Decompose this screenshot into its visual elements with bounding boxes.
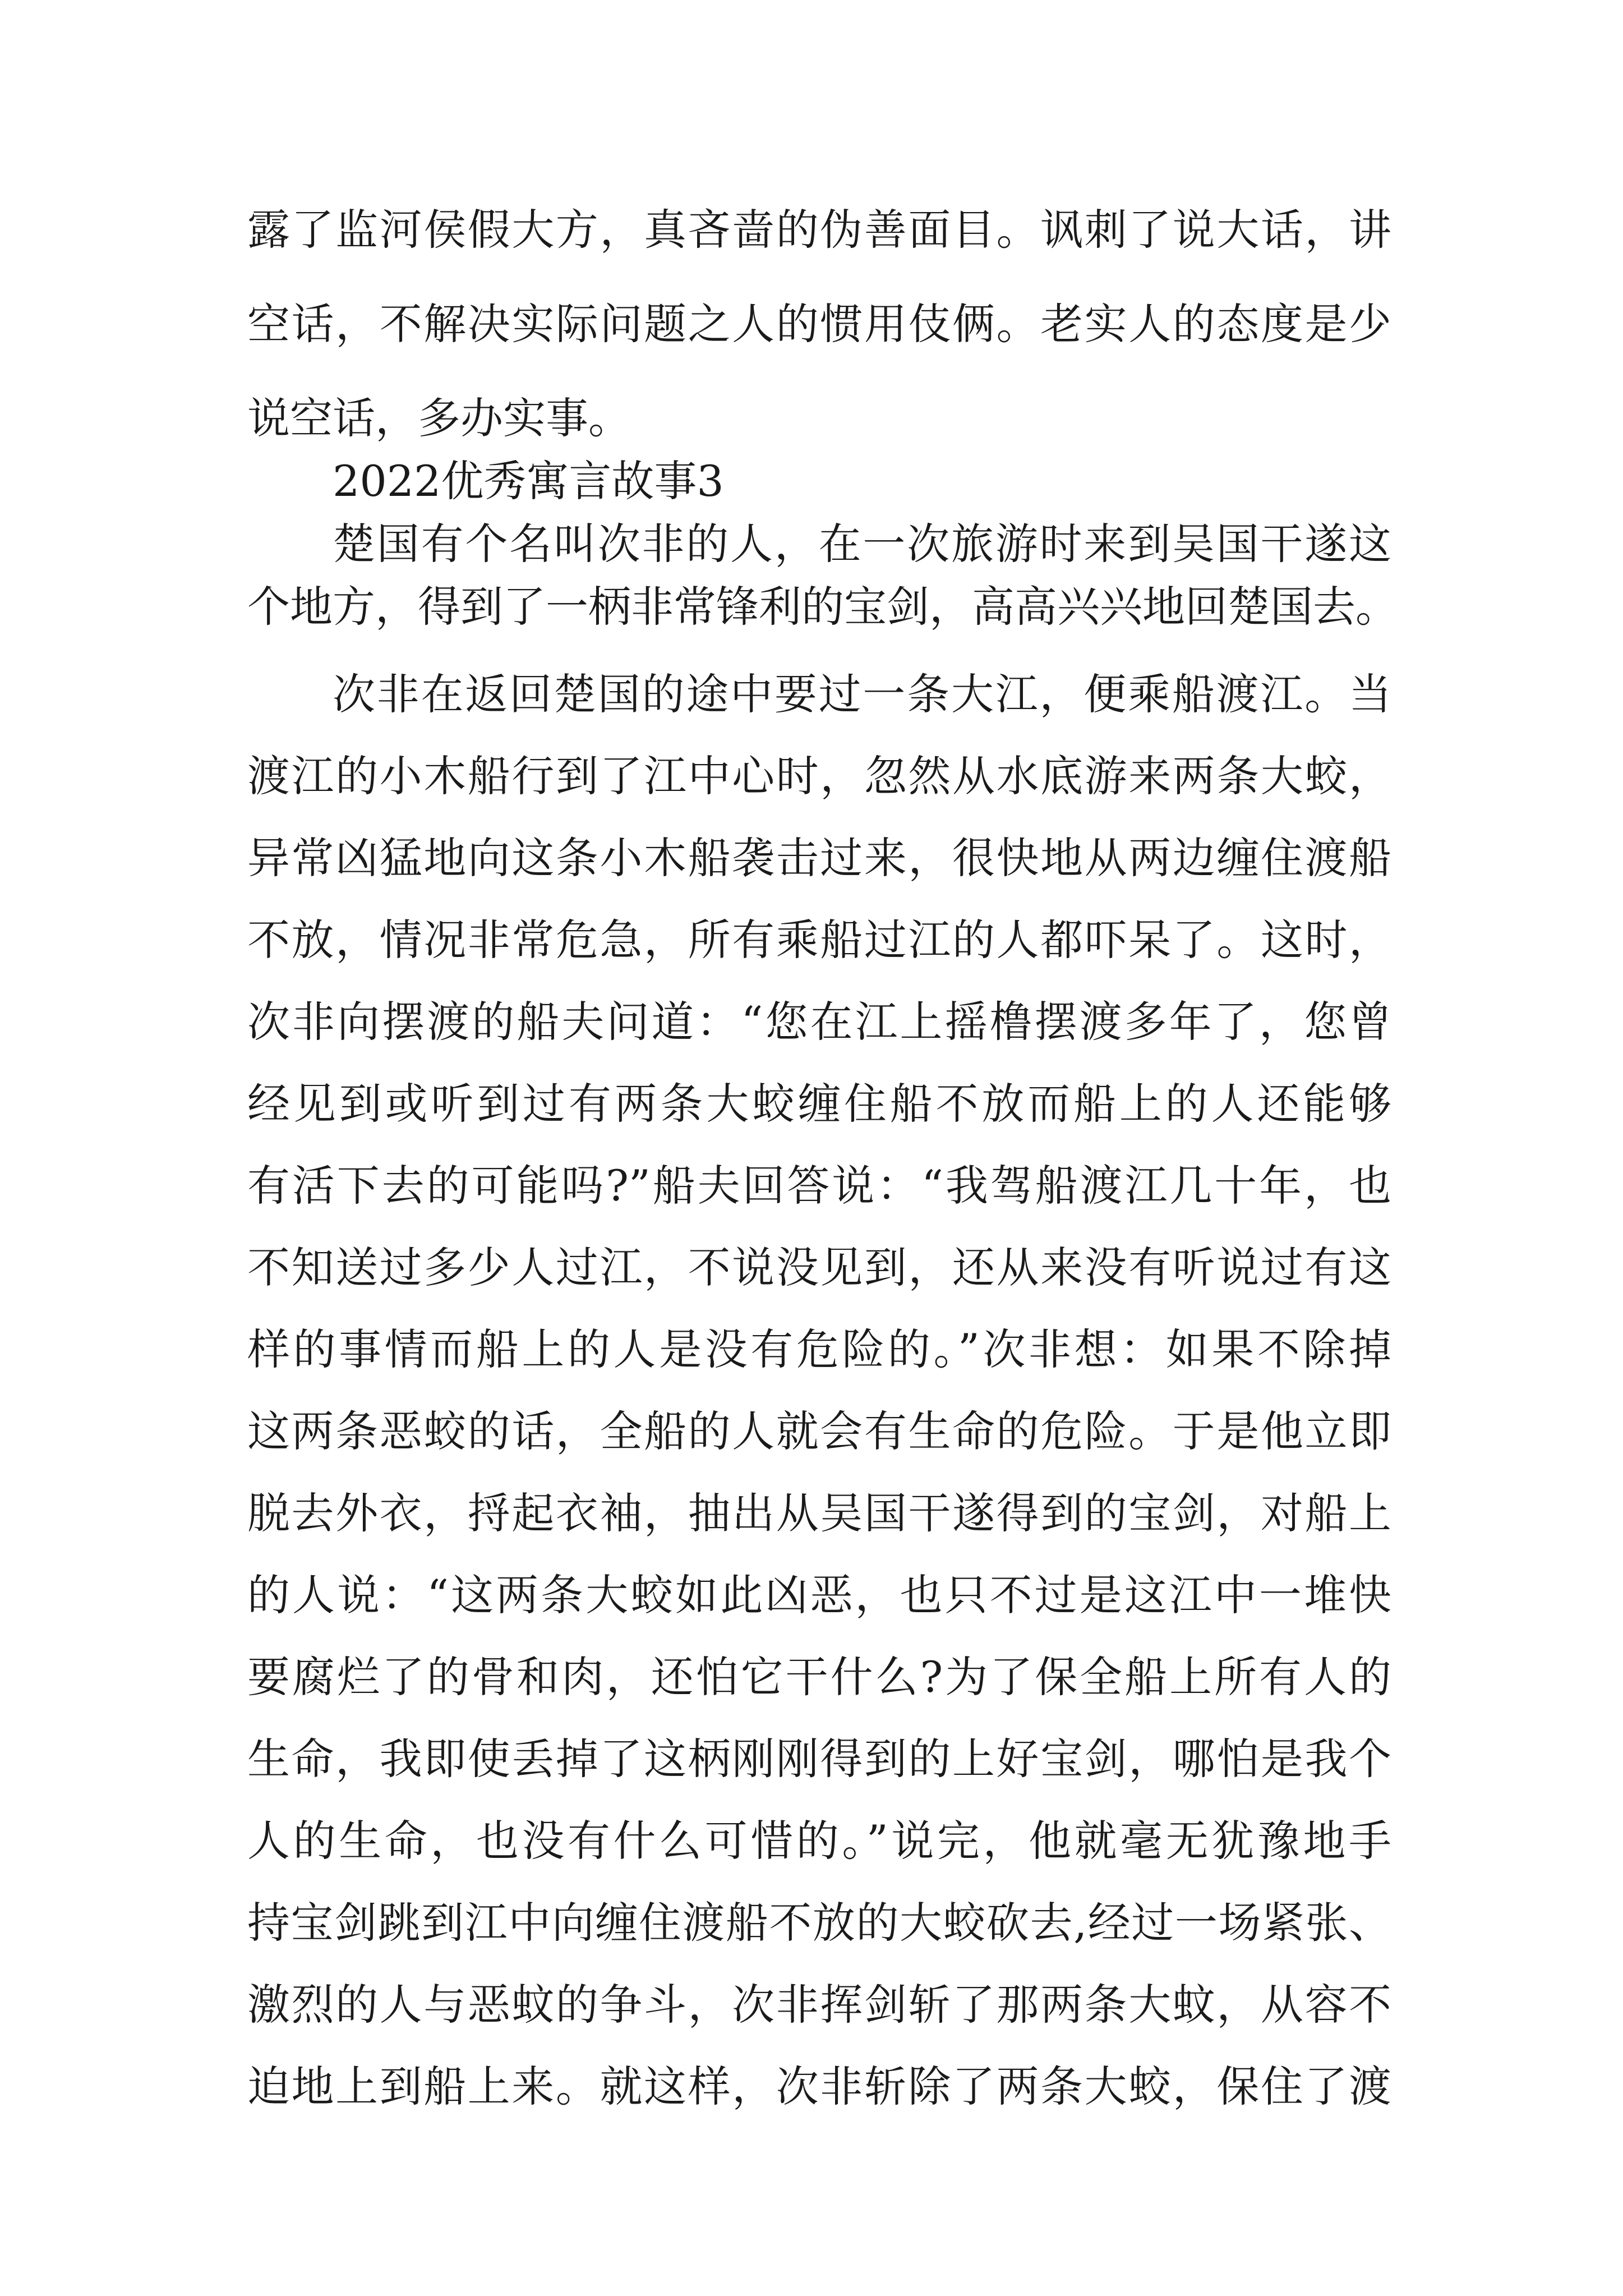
text-line: 这两条恶蛟的话，全船的人就会有生命的危险。于是他立即 — [247, 1406, 1391, 1456]
text-line: 有活下去的可能吗?”船夫回答说：“我驾船渡江几十年，也 — [247, 1161, 1391, 1211]
text-line: 次非向摆渡的船夫问道：“您在江上摇橹摆渡多年了，您曾 — [247, 997, 1391, 1047]
text-line: 不知送过多少人过江，不说没见到，还从来没有听说过有这 — [247, 1243, 1391, 1292]
text-line: 渡江的小木船行到了江中心时，忽然从水底游来两条大蛟， — [247, 751, 1391, 801]
text-line: 生命，我即使丢掉了这柄刚刚得到的上好宝剑，哪怕是我个 — [247, 1734, 1391, 1784]
text-line: 样的事情而船上的人是没有危险的。”次非想：如果不除掉 — [247, 1324, 1391, 1374]
text-line: 脱去外衣，捋起衣袖，抽出从吴国干遂得到的宝剑，对船上 — [247, 1488, 1391, 1538]
text-line: 人的生命，也没有什么可惜的。”说完，他就毫无犹豫地手 — [247, 1816, 1391, 1866]
text-line: 个地方，得到了一柄非常锋利的宝剑，高高兴兴地回楚国去。 — [247, 582, 1398, 632]
text-line: 持宝剑跳到江中向缠住渡船不放的大蛟砍去,经过一场紧张、 — [247, 1898, 1391, 1948]
text-line: 说空话，多办实事。 — [247, 393, 631, 443]
text-line: 经见到或听到过有两条大蛟缠住船不放而船上的人还能够 — [247, 1079, 1391, 1129]
text-line: 露了监河侯假大方，真吝啬的伪善面目。讽刺了说大话，讲 — [247, 205, 1391, 255]
text-line: 异常凶猛地向这条小木船袭击过来，很快地从两边缠住渡船 — [247, 833, 1391, 883]
text-line: 的人说：“这两条大蛟如此凶恶，也只不过是这江中一堆快 — [247, 1570, 1391, 1620]
text-line: 要腐烂了的骨和肉，还怕它干什么?为了保全船上所有人的 — [247, 1652, 1391, 1702]
text-line: 不放，情况非常危急，所有乘船过江的人都吓呆了。这时， — [247, 915, 1391, 965]
text-line: 激烈的人与恶蚊的争斗，次非挥剑斩了那两条大蚊，从容不 — [247, 1980, 1391, 2030]
text-line: 次非在返回楚国的途中要过一条大江，便乘船渡江。当 — [333, 669, 1391, 719]
text-line: 迫地上到船上来。就这样，次非斩除了两条大蛟，保住了渡 — [247, 2062, 1391, 2111]
section-heading: 2022优秀寓言故事3 — [333, 456, 724, 506]
text-line: 空话，不解决实际问题之人的惯用伎俩。老实人的态度是少 — [247, 299, 1391, 349]
text-line: 楚国有个名叫次非的人，在一次旅游时来到吴国干遂这 — [333, 519, 1391, 569]
